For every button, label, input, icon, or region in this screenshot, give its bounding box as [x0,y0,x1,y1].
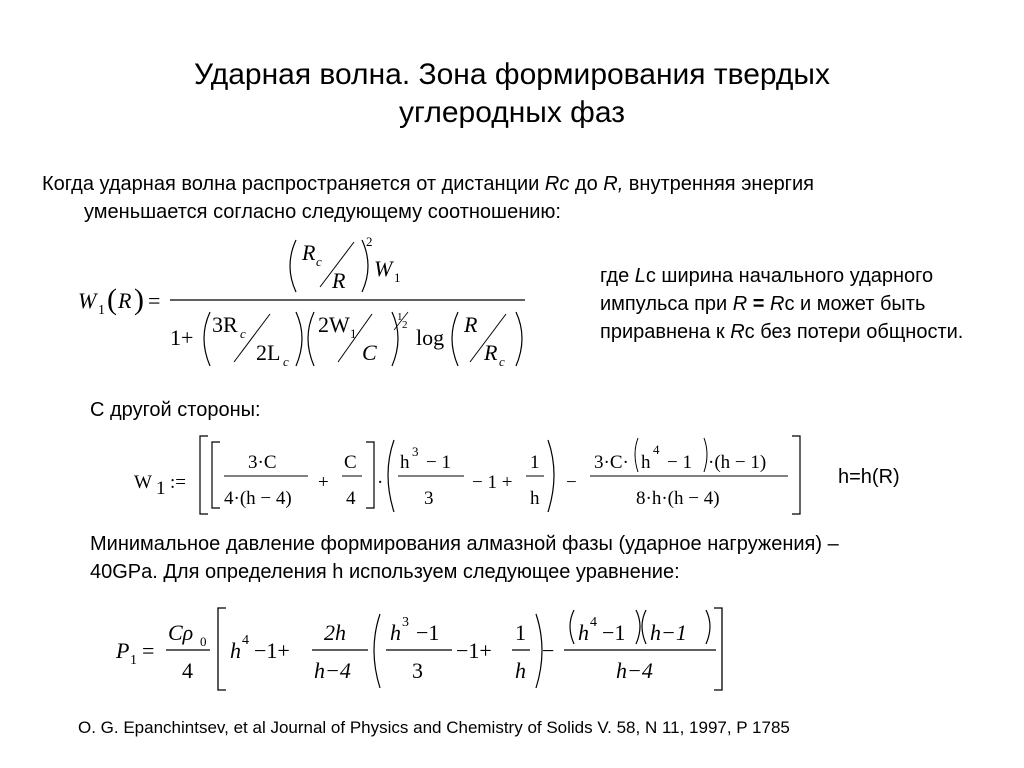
eq1-lhs-w: W [78,288,97,313]
eq1-den-c-var: C [362,340,377,365]
eq1-paren [452,312,458,366]
min-pressure-line-1: Минимальное давление формирования алмазной фазы (ударное нагружения) – [90,533,839,555]
where-eq: = [747,293,771,315]
eq1-log-rc: R [484,340,498,365]
reference-citation: O. G. Epanchintsev, et al Journal of Physics and Chemistry of Solids V. 58, N 11, 1997, P 1785 [78,718,790,737]
where-text: c ширина начального ударного [645,265,934,287]
eq1-half-num: 1 [397,311,403,323]
eq2-paren [388,440,394,512]
eq3-f5-b: h−1 [650,620,687,645]
eq1-paren [308,312,314,366]
eq1-lhs-sub: 1 [98,303,105,318]
eq2-bracket [366,442,374,508]
eq2-f3-pow: 3 [412,444,419,459]
eq2-minus: − [566,472,577,493]
where-text: c без потери общности. [744,321,964,343]
eq3-f2-den: h−4 [314,658,351,683]
where-text: c и может быть [784,293,926,315]
eq3-f3-h: h [390,620,401,645]
eq2-bracket [212,442,220,508]
eq1-paren [290,240,296,292]
min-pressure-line-2: 40GPa. Для определения h используем следующее уравнение: [90,561,680,583]
equation-w1-r [70,232,540,377]
where-text: где [600,265,635,287]
eq3-equals: = [142,638,155,663]
eq1-num-c: c [316,254,322,269]
intro-text: внутренняя энергия [623,173,814,195]
intro-line-2: уменьшается согласно следующему соотношению: [84,201,561,223]
eq1-den-one: 1+ [170,325,194,350]
eq3-paren [636,610,640,644]
eq2-paren [635,438,638,472]
h-relation: h=h(R) [838,466,900,488]
eq1-log-r: R [464,312,478,337]
eq3-f5-h: h [578,620,589,645]
eq2-f5-num-c: ·(h − 1) [708,452,767,473]
eq3-f4-den: h [515,658,526,683]
where-paragraph [600,262,1020,346]
eq2-f1-num: 3·C [248,452,277,473]
where-line-1 [600,262,1020,290]
eq1-paren: ) [134,283,144,316]
eq3-paren [374,614,380,688]
intro-paragraph [42,170,982,226]
eq2-mid: − 1 + [472,472,513,493]
eq1-paren [516,312,522,366]
eq3-f4-num: 1 [515,620,526,645]
eq2-w: W [134,472,152,493]
eq1-num-pow: 2 [366,234,373,249]
title-line-1: Ударная волна. Зона формирования твердых [194,58,830,91]
eq1-num-w: W [374,256,393,281]
where-text: импульса при [600,293,733,315]
intro-r: R, [603,173,624,195]
eq2-f5-h: h [641,452,651,473]
eq2-f2-den: 4 [346,488,356,509]
intro-text: Когда ударная волна распространяется от дистанции [42,173,545,195]
eq2-f5-num-b: − 1 [667,452,692,473]
eq1-log-c: c [499,354,505,369]
eq1-num-r: R [332,268,346,293]
eq2-paren [548,440,554,512]
where-var: R [770,293,785,315]
eq3-f5-a: −1 [602,620,626,645]
eq2-f1-den: 4·(h − 4) [224,488,292,509]
eq1-num-w1: 1 [394,270,401,285]
eq3-f1-num: Cρ [168,620,194,645]
eq3-minus1plus: −1+ [254,638,290,663]
eq3-f1-den: 4 [182,658,193,683]
eq1-lhs-r: R [118,288,132,313]
where-text: приравнена к [600,321,731,343]
eq3-h4-pow: 4 [242,633,249,648]
eq2-bracket [792,436,800,514]
eq3-paren [706,610,710,644]
eq1-den-c: c [240,326,246,341]
eq1-paren: ( [107,283,117,316]
eq2-f2-num: C [344,452,357,473]
eq1-paren [204,312,210,366]
eq2-f3-num: h [400,452,410,473]
eq2-f3-den: 3 [424,488,434,509]
eq2-f5-num-a: 3·C· [594,452,629,473]
title-line-2: углеродных фаз [399,96,625,129]
eq2-f5-pow: 4 [653,442,660,457]
eq2-f4-den: h [530,488,540,509]
eq2-paren [704,438,707,472]
eq3-paren [642,610,646,644]
eq1-den-3rc: 3R [212,312,238,337]
eq3-bracket [218,608,226,690]
where-var: R [730,321,745,343]
eq1-equals: = [148,288,161,313]
eq1-half-den: 2 [402,319,408,331]
eq3-minus: − [542,638,555,663]
where-var: L [634,265,646,287]
eq2-bracket [200,436,208,514]
eq1-den-w1: 1 [350,326,357,341]
eq2-f5-den: 8·h·(h − 4) [636,488,720,509]
eq3-h4: h [230,638,241,663]
eq1-den-2w: 2W [318,312,350,337]
eq3-paren [570,610,574,644]
eq3-sub: 1 [130,653,137,668]
eq3-f5-den: h−4 [616,658,653,683]
eq3-f3-pow: 3 [402,615,409,630]
eq2-sub: 1 [156,478,166,499]
eq3-f3-den: 3 [412,658,423,683]
eq1-den-2lc: 2L [256,340,281,365]
eq1-paren [296,312,302,366]
intro-rc: Rc [544,173,570,195]
eq3-bracket [714,608,722,690]
eq2-dot: · [377,472,384,493]
where-line-3 [600,318,1020,346]
eq3-f5-pow: 4 [590,615,597,630]
eq1-log: log [416,325,445,350]
eq2-f4-num: 1 [530,452,540,473]
min-pressure-paragraph [90,530,990,586]
eq3-f3-tail: −1 [416,620,440,645]
eq2-assign: := [170,472,186,493]
intro-text: до [569,173,604,195]
eq3-p: P [116,638,130,663]
eq2-plus: + [318,472,329,493]
eq2-f3-tail: − 1 [426,452,451,473]
eq3-f1-num-sub: 0 [200,634,207,649]
eq3-f2-num: 2h [324,620,346,645]
eq3-mid: −1+ [456,638,492,663]
other-side-label: С другой стороны: [90,399,261,421]
eq1-den-lc: c [283,354,289,369]
eq1-num-rc: R [302,240,316,265]
equation-p1 [112,604,732,696]
where-line-2 [600,290,1020,318]
slide-title [0,56,1024,132]
equation-w1-assign [128,432,808,520]
where-var: R [732,293,748,315]
